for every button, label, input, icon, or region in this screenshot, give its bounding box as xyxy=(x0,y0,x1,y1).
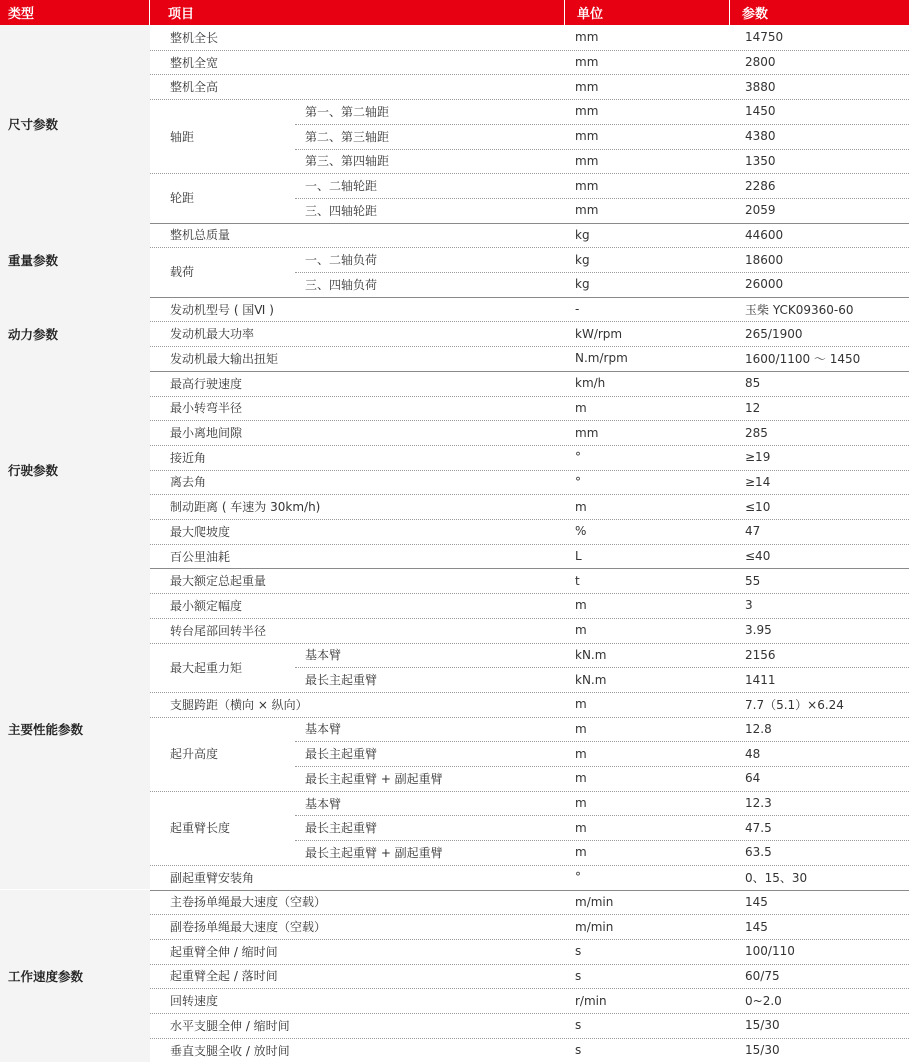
sub-item-cell: 基本臂 xyxy=(295,791,565,816)
value-cell: 3.95 xyxy=(730,618,909,643)
value-cell: 14750 xyxy=(730,25,909,50)
unit-cell: m xyxy=(565,396,730,421)
unit-cell: kW/rpm xyxy=(565,321,730,346)
item-cell: 最大起重力矩 xyxy=(150,643,295,692)
sub-item-cell: 最长主起重臂 xyxy=(295,741,565,766)
header-divider xyxy=(149,0,150,25)
value-cell: 145 xyxy=(730,890,909,915)
category-cell: 尺寸参数 xyxy=(0,25,150,223)
item-cell: 发动机型号 ( 国Ⅵ ) xyxy=(150,297,565,322)
unit-cell: ° xyxy=(565,470,730,495)
category-cell: 行驶参数 xyxy=(0,371,150,569)
item-cell: 起重臂全起 / 落时间 xyxy=(150,964,565,989)
unit-cell: m xyxy=(565,717,730,742)
unit-cell: N.m/rpm xyxy=(565,346,730,371)
sub-item-cell: 三、四轴负荷 xyxy=(295,272,565,297)
item-cell: 起重臂长度 xyxy=(150,791,295,865)
unit-cell: km/h xyxy=(565,371,730,396)
unit-cell: t xyxy=(565,568,730,593)
value-cell: 60/75 xyxy=(730,964,909,989)
unit-cell: m xyxy=(565,494,730,519)
value-cell: 48 xyxy=(730,741,909,766)
value-cell: 0、15、30 xyxy=(730,865,909,890)
unit-cell: kg xyxy=(565,247,730,272)
item-cell: 百公里油耗 xyxy=(150,544,565,569)
item-cell: 回转速度 xyxy=(150,988,565,1013)
sub-item-cell: 基本臂 xyxy=(295,643,565,668)
value-cell: ≤40 xyxy=(730,544,909,569)
unit-cell: m xyxy=(565,766,730,791)
value-cell: 15/30 xyxy=(730,1038,909,1062)
unit-cell: ° xyxy=(565,445,730,470)
value-cell: 15/30 xyxy=(730,1013,909,1038)
unit-cell: - xyxy=(565,297,730,322)
unit-cell: m xyxy=(565,815,730,840)
unit-cell: mm xyxy=(565,74,730,99)
category-cell: 工作速度参数 xyxy=(0,890,150,1062)
item-cell: 最大额定总起重量 xyxy=(150,568,565,593)
unit-cell: mm xyxy=(565,25,730,50)
item-cell: 起重臂全伸 / 缩时间 xyxy=(150,939,565,964)
unit-cell: % xyxy=(565,519,730,544)
header-unit: 单位 xyxy=(565,0,730,25)
item-cell: 最高行驶速度 xyxy=(150,371,565,396)
item-cell: 支腿跨距（横向 × 纵向） xyxy=(150,692,565,717)
value-cell: 12.3 xyxy=(730,791,909,816)
unit-cell: kg xyxy=(565,223,730,248)
value-cell: 2059 xyxy=(730,198,909,223)
item-cell: 起升高度 xyxy=(150,717,295,791)
value-cell: 0~2.0 xyxy=(730,988,909,1013)
unit-cell: ° xyxy=(565,865,730,890)
value-cell: 85 xyxy=(730,371,909,396)
category-cell: 重量参数 xyxy=(0,223,150,297)
value-cell: 26000 xyxy=(730,272,909,297)
sub-item-cell: 基本臂 xyxy=(295,717,565,742)
unit-cell: m xyxy=(565,692,730,717)
item-cell: 整机全高 xyxy=(150,74,565,99)
item-cell: 发动机最大输出扭矩 xyxy=(150,346,565,371)
item-cell: 载荷 xyxy=(150,247,295,296)
unit-cell: m xyxy=(565,791,730,816)
value-cell: 265/1900 xyxy=(730,321,909,346)
value-cell: 4380 xyxy=(730,124,909,149)
unit-cell: r/min xyxy=(565,988,730,1013)
header-type: 类型 xyxy=(0,0,150,25)
unit-cell: s xyxy=(565,964,730,989)
sub-item-cell: 最长主起重臂 + 副起重臂 xyxy=(295,840,565,865)
item-cell: 主卷扬单绳最大速度（空载） xyxy=(150,890,565,915)
unit-cell: m/min xyxy=(565,914,730,939)
value-cell: 63.5 xyxy=(730,840,909,865)
item-cell: 制动距离 ( 车速为 30km/h) xyxy=(150,494,565,519)
unit-cell: kN.m xyxy=(565,667,730,692)
sub-item-cell: 最长主起重臂 + 副起重臂 xyxy=(295,766,565,791)
item-cell: 最小额定幅度 xyxy=(150,593,565,618)
unit-cell: mm xyxy=(565,50,730,75)
value-cell: 64 xyxy=(730,766,909,791)
item-cell: 发动机最大功率 xyxy=(150,321,565,346)
sub-item-cell: 第三、第四轴距 xyxy=(295,149,565,174)
value-cell: 18600 xyxy=(730,247,909,272)
item-cell: 轴距 xyxy=(150,99,295,173)
item-cell: 整机全长 xyxy=(150,25,565,50)
value-cell: 47 xyxy=(730,519,909,544)
category-cell: 主要性能参数 xyxy=(0,568,150,889)
header-item: 项目 xyxy=(150,0,565,25)
item-cell: 最小离地间隙 xyxy=(150,420,565,445)
value-cell: 47.5 xyxy=(730,815,909,840)
item-cell: 整机总质量 xyxy=(150,223,565,248)
value-cell: 1411 xyxy=(730,667,909,692)
unit-cell: L xyxy=(565,544,730,569)
unit-cell: mm xyxy=(565,198,730,223)
item-cell: 离去角 xyxy=(150,470,565,495)
value-cell: 12.8 xyxy=(730,717,909,742)
value-cell: 2800 xyxy=(730,50,909,75)
value-cell: 12 xyxy=(730,396,909,421)
item-cell: 整机全宽 xyxy=(150,50,565,75)
sub-item-cell: 一、二轴负荷 xyxy=(295,247,565,272)
unit-cell: m xyxy=(565,618,730,643)
value-cell: 1350 xyxy=(730,149,909,174)
item-cell: 副起重臂安装角 xyxy=(150,865,565,890)
value-cell: 285 xyxy=(730,420,909,445)
category-cell: 动力参数 xyxy=(0,297,150,371)
item-cell: 最大爬坡度 xyxy=(150,519,565,544)
value-cell: ≥19 xyxy=(730,445,909,470)
value-cell: ≤10 xyxy=(730,494,909,519)
value-cell: 2286 xyxy=(730,173,909,198)
unit-cell: mm xyxy=(565,173,730,198)
item-cell: 副卷扬单绳最大速度（空载） xyxy=(150,914,565,939)
value-cell: 100/110 xyxy=(730,939,909,964)
sub-item-cell: 第一、第二轴距 xyxy=(295,99,565,124)
unit-cell: kN.m xyxy=(565,643,730,668)
sub-item-cell: 三、四轴轮距 xyxy=(295,198,565,223)
header-param: 参数 xyxy=(730,0,909,25)
sub-item-cell: 第二、第三轴距 xyxy=(295,124,565,149)
unit-cell: mm xyxy=(565,420,730,445)
item-cell: 接近角 xyxy=(150,445,565,470)
unit-cell: m/min xyxy=(565,890,730,915)
unit-cell: s xyxy=(565,1038,730,1062)
item-cell: 垂直支腿全收 / 放时间 xyxy=(150,1038,565,1062)
unit-cell: mm xyxy=(565,149,730,174)
unit-cell: mm xyxy=(565,124,730,149)
unit-cell: s xyxy=(565,1013,730,1038)
value-cell: 1600/1100 ～ 1450 xyxy=(730,346,909,371)
unit-cell: mm xyxy=(565,99,730,124)
unit-cell: m xyxy=(565,593,730,618)
item-cell: 轮距 xyxy=(150,173,295,222)
value-cell: 44600 xyxy=(730,223,909,248)
value-cell: 3 xyxy=(730,593,909,618)
item-cell: 转台尾部回转半径 xyxy=(150,618,565,643)
unit-cell: m xyxy=(565,741,730,766)
sub-item-cell: 最长主起重臂 xyxy=(295,667,565,692)
value-cell: 7.7（5.1）×6.24 xyxy=(730,692,909,717)
value-cell: 55 xyxy=(730,568,909,593)
unit-cell: m xyxy=(565,840,730,865)
value-cell: 1450 xyxy=(730,99,909,124)
item-cell: 水平支腿全伸 / 缩时间 xyxy=(150,1013,565,1038)
value-cell: 145 xyxy=(730,914,909,939)
sub-item-cell: 一、二轴轮距 xyxy=(295,173,565,198)
sub-item-cell: 最长主起重臂 xyxy=(295,815,565,840)
value-cell: 2156 xyxy=(730,643,909,668)
header-divider xyxy=(564,0,565,25)
value-cell: 3880 xyxy=(730,74,909,99)
value-cell: 玉柴 YCK09360-60 xyxy=(730,297,909,322)
value-cell: ≥14 xyxy=(730,470,909,495)
unit-cell: s xyxy=(565,939,730,964)
header-divider xyxy=(729,0,730,25)
unit-cell: kg xyxy=(565,272,730,297)
item-cell: 最小转弯半径 xyxy=(150,396,565,421)
